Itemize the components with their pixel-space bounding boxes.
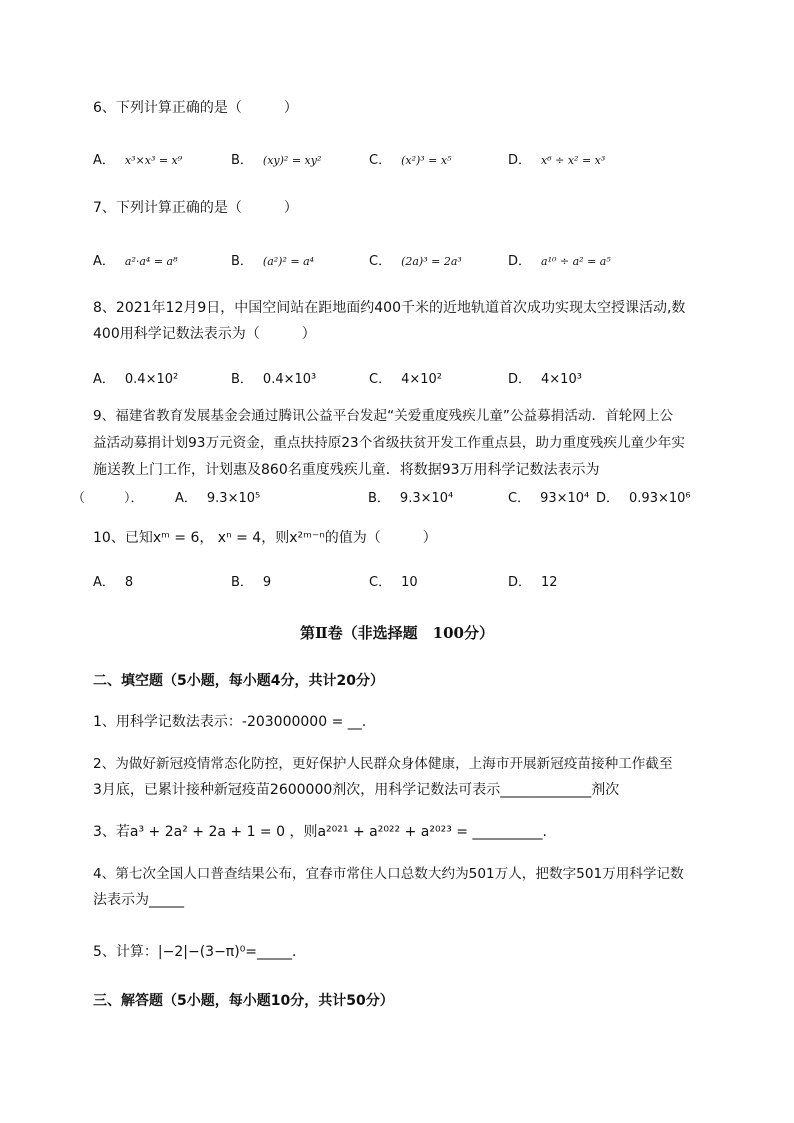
fill-question-2-line1: 2、为做好新冠疫情常态化防控，更好保护人民群众身体健康，上海市开展新冠疫苗接种工作截至	[93, 756, 673, 772]
question-8-stem-line1: 8、2021年12月9日，中国空间站在距地面约400千米的近地轨道首次成功实现太空授课活动,数	[93, 300, 686, 316]
option-c: C． 93×10⁴	[508, 491, 590, 506]
fill-question-3: 3、若a³ + 2a² + 2a + 1 = 0 ，则a²⁰²¹ + a²⁰²² + a²⁰²³ = __________.	[93, 824, 547, 840]
option-a: A． 8	[93, 575, 134, 590]
question-9-stem-line3: 施送教上门工作，计划惠及860名重度残疾儿童．将数据93万用科学记数法表示为	[93, 462, 600, 478]
question-9-stem-line1: 9、福建省教育发展基金会通过腾讯公益平台发起“关爱重度残疾儿童”公益募捐活动．首轮网上公	[93, 408, 674, 424]
option-d: D． a¹⁰ ÷ a² = a⁵	[508, 254, 611, 269]
option-a: A． 9.3×10⁵	[175, 491, 261, 506]
option-b: B． 9.3×10⁴	[368, 491, 454, 506]
option-a: A． 0.4×10²	[93, 372, 179, 387]
question-8-stem-line2: 400用科学记数法表示为（ ）	[93, 326, 316, 342]
fill-question-2-line2: 3月底，已累计接种新冠疫苗2600000剂次，用科学记数法可表示_____________剂次	[93, 782, 620, 798]
option-c: C． (2a)³ = 2a³	[369, 254, 462, 269]
question-10-stem: 10、已知xᵐ = 6， xⁿ = 4，则x²ᵐ⁻ⁿ的值为（ ）	[93, 530, 437, 546]
fill-question-1: 1、用科学记数法表示：-203000000 = __.	[93, 714, 367, 730]
option-a: A． a²·a⁴ = a⁸	[93, 254, 178, 269]
option-c: C． 4×10²	[369, 372, 442, 387]
question-7-options	[93, 250, 733, 270]
option-a: A． x³×x³ = x⁹	[93, 153, 183, 168]
fill-question-5: 5、计算：|−2|−(3−π)⁰=_____．	[93, 944, 307, 960]
question-10-options	[93, 571, 733, 591]
option-c: C． 10	[369, 575, 418, 590]
fill-question-4-line2: 法表示为_____	[93, 892, 184, 908]
question-9-options	[72, 487, 752, 507]
option-b: B． (xy)² = xy²	[231, 153, 322, 168]
option-d: D． 12	[508, 575, 558, 590]
question-8-options	[93, 368, 733, 388]
option-c: C． (x²)³ = x⁵	[369, 153, 452, 168]
option-d: D． 4×10³	[508, 372, 582, 387]
question-6-options	[93, 149, 733, 169]
part-2-title: 第Ⅱ卷（非选择题 100分）	[300, 624, 494, 642]
question-6-stem: 6、下列计算正确的是（ ）	[93, 100, 298, 116]
question-9-stem-line2: 益活动募捐计划93万元资金，重点扶持原23个省级扶贫开发工作重点县，助力重度残疾儿童少年实	[93, 435, 685, 451]
question-9-stem-line4: （ ）．	[72, 491, 144, 506]
option-b: B． 9	[231, 575, 272, 590]
question-7-stem: 7、下列计算正确的是（ ）	[93, 200, 298, 216]
section-3-title: 三、解答题（5小题，每小题10分，共计50分）	[93, 993, 394, 1009]
option-d: D． 0.93×10⁶	[596, 491, 691, 506]
fill-question-4-line1: 4、第七次全国人口普查结果公布，宜春市常住人口总数大约为501万人，把数字501万用科学记数	[93, 866, 684, 882]
section-2-title: 二、填空题（5小题，每小题4分，共计20分）	[93, 673, 384, 689]
option-b: B． 0.4×10³	[231, 372, 317, 387]
option-b: B． (a²)² = a⁴	[231, 254, 315, 269]
option-d: D． x⁶ ÷ x² = x³	[508, 153, 606, 168]
